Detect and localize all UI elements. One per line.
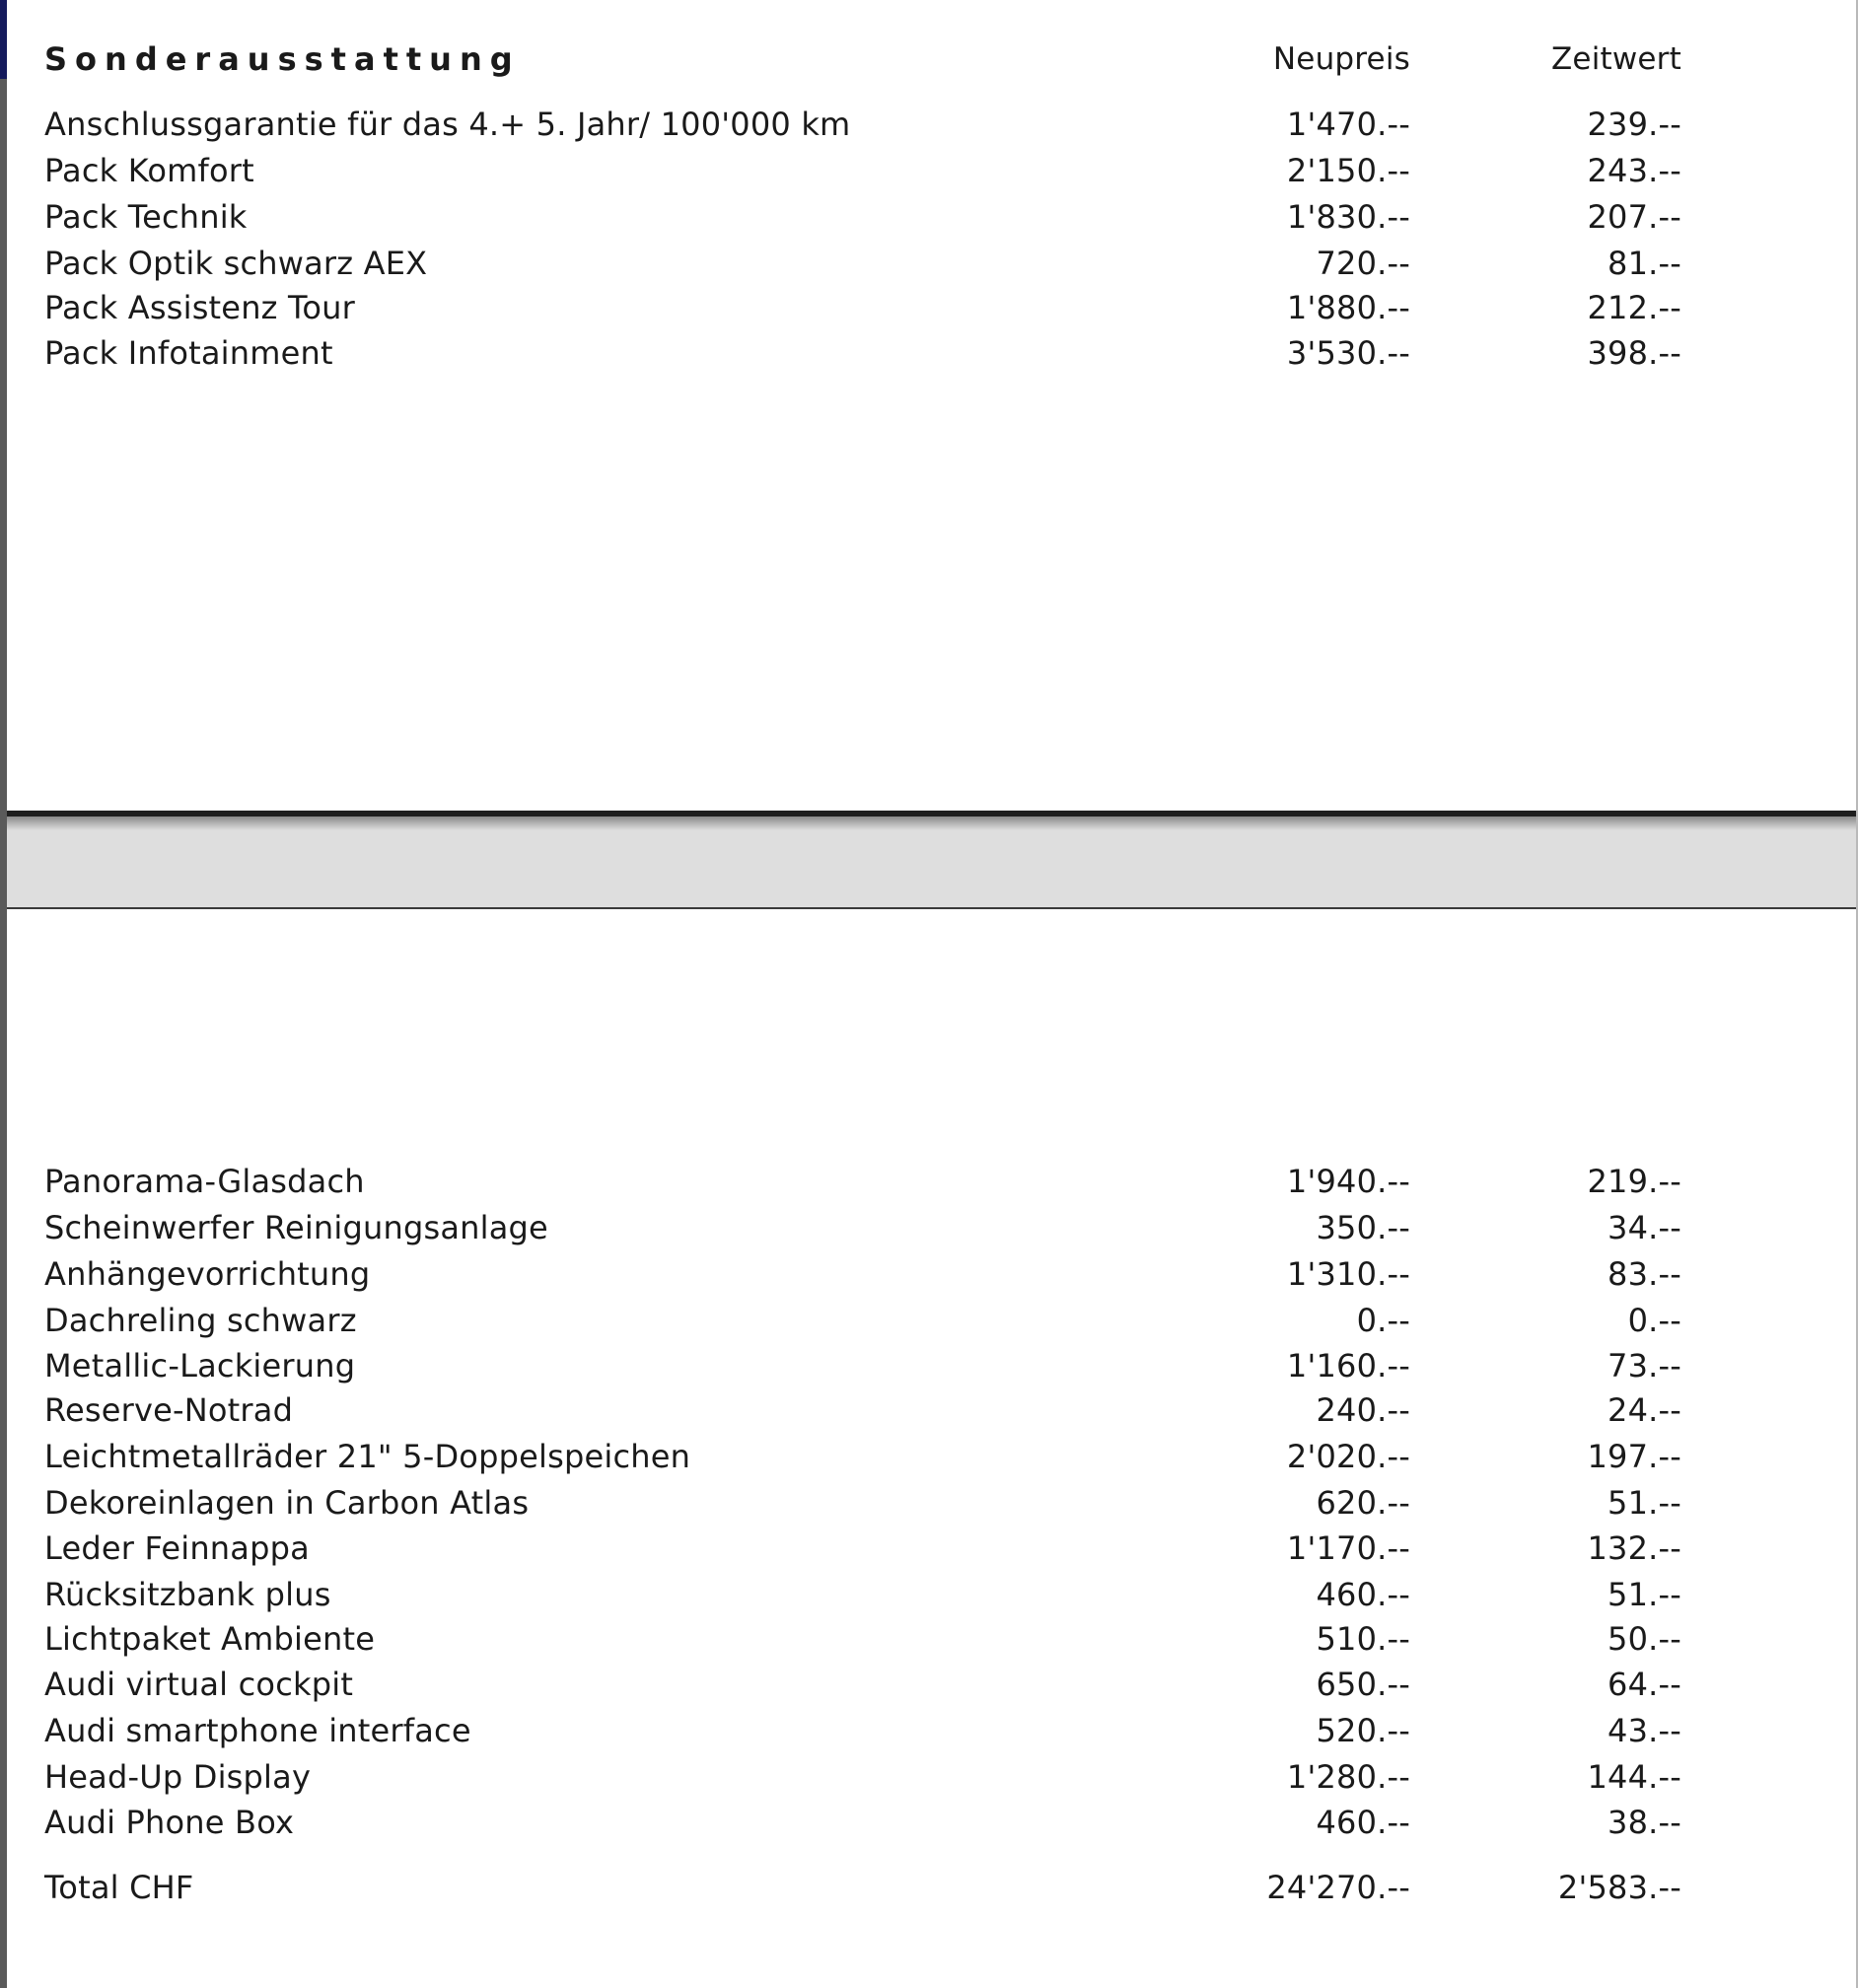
item-label: Dachreling schwarz [44,1302,357,1339]
table-row [44,1388,1681,1432]
table-row [44,1299,1681,1342]
document-page-bottom [7,909,1856,1988]
item-neupreis: 240.-- [1316,1391,1410,1429]
item-neupreis: 1'470.-- [1286,106,1410,143]
table-row [44,1801,1681,1844]
item-label: Audi Phone Box [44,1804,295,1841]
item-zeitwert: 219.-- [1587,1163,1681,1200]
table-row [44,1252,1681,1296]
item-zeitwert: 398.-- [1587,334,1681,372]
item-neupreis: 1'160.-- [1286,1347,1410,1384]
item-zeitwert: 132.-- [1587,1529,1681,1567]
item-neupreis: 620.-- [1316,1484,1410,1522]
item-label: Leder Feinnappa [44,1529,310,1567]
item-zeitwert: 207.-- [1587,198,1681,236]
item-neupreis: 1'310.-- [1286,1255,1410,1293]
item-label: Audi smartphone interface [44,1712,471,1749]
item-neupreis: 1'880.-- [1286,289,1410,326]
item-neupreis: 460.-- [1316,1804,1410,1841]
table-row [44,1160,1681,1203]
item-neupreis: 520.-- [1316,1712,1410,1749]
item-zeitwert: 50.-- [1608,1620,1681,1658]
item-label: Pack Optik schwarz AEX [44,245,428,282]
item-neupreis: 1'830.-- [1286,198,1410,236]
left-edge-rule [0,79,7,1988]
item-neupreis: 2'020.-- [1286,1438,1410,1475]
item-label: Lichtpaket Ambiente [44,1620,376,1658]
item-zeitwert: 212.-- [1587,289,1681,326]
item-label: Metallic-Lackierung [44,1347,356,1384]
item-zeitwert: 197.-- [1587,1438,1681,1475]
item-zeitwert: 83.-- [1608,1255,1681,1293]
table-row [44,331,1681,375]
item-neupreis: 2'150.-- [1286,152,1410,189]
item-neupreis: 1'280.-- [1286,1758,1410,1796]
table-row [44,149,1681,192]
item-label: Anschlussgarantie für das 4.+ 5. Jahr/ 100'000 km [44,106,851,143]
item-neupreis: 350.-- [1316,1209,1410,1246]
table-row [44,242,1681,285]
item-label: Reserve-Notrad [44,1391,294,1429]
item-label: Pack Infotainment [44,334,333,372]
item-zeitwert: 239.-- [1587,106,1681,143]
item-zeitwert: 38.-- [1608,1804,1681,1841]
item-neupreis: 1'940.-- [1286,1163,1410,1200]
item-neupreis: 3'530.-- [1286,334,1410,372]
column-header-zeitwert: Zeitwert [1550,41,1681,77]
item-zeitwert: 51.-- [1608,1484,1681,1522]
item-label: Pack Assistenz Tour [44,289,355,326]
item-label: Anhängevorrichtung [44,1255,371,1293]
item-zeitwert: 51.-- [1608,1576,1681,1613]
document-page-top [7,0,1856,811]
item-label: Leichtmetallräder 21" 5-Doppelspeichen [44,1438,691,1475]
table-row [44,195,1681,239]
item-label: Panorama-Glasdach [44,1163,365,1200]
table-header-row [44,37,1681,81]
table-row [44,1709,1681,1752]
item-zeitwert: 0.-- [1627,1302,1681,1339]
item-label: Audi virtual cockpit [44,1666,354,1703]
item-label: Rücksitzbank plus [44,1576,331,1613]
section-title: Sonderausstattung [44,40,521,78]
item-neupreis: 510.-- [1316,1620,1410,1658]
left-edge-accent [0,0,7,79]
table-row [44,1617,1681,1661]
item-zeitwert: 144.-- [1587,1758,1681,1796]
item-zeitwert: 243.-- [1587,152,1681,189]
total-row [44,1866,1681,1909]
table-row [44,1206,1681,1249]
item-neupreis: 460.-- [1316,1576,1410,1613]
item-label: Pack Komfort [44,152,254,189]
page-divider [7,811,1856,909]
item-zeitwert: 64.-- [1608,1666,1681,1703]
item-zeitwert: 43.-- [1608,1712,1681,1749]
item-label: Dekoreinlagen in Carbon Atlas [44,1484,530,1522]
item-neupreis: 720.-- [1316,245,1410,282]
item-label: Pack Technik [44,198,248,236]
total-label: Total CHF [44,1869,194,1906]
item-neupreis: 1'170.-- [1286,1529,1410,1567]
table-row [44,1573,1681,1616]
total-neupreis: 24'270.-- [1266,1869,1410,1906]
table-row [44,103,1681,146]
item-zeitwert: 24.-- [1608,1391,1681,1429]
item-zeitwert: 81.-- [1608,245,1681,282]
table-row [44,1526,1681,1570]
table-row [44,1663,1681,1706]
item-label: Head-Up Display [44,1758,312,1796]
divider-shadow [7,816,1856,830]
table-row [44,286,1681,329]
item-neupreis: 650.-- [1316,1666,1410,1703]
item-neupreis: 0.-- [1356,1302,1410,1339]
item-label: Scheinwerfer Reinigungsanlage [44,1209,548,1246]
table-row [44,1755,1681,1799]
item-zeitwert: 34.-- [1608,1209,1681,1246]
total-zeitwert: 2'583.-- [1557,1869,1681,1906]
column-header-neupreis: Neupreis [1272,41,1410,77]
item-zeitwert: 73.-- [1608,1347,1681,1384]
table-row [44,1435,1681,1478]
table-row [44,1481,1681,1525]
table-row [44,1344,1681,1387]
